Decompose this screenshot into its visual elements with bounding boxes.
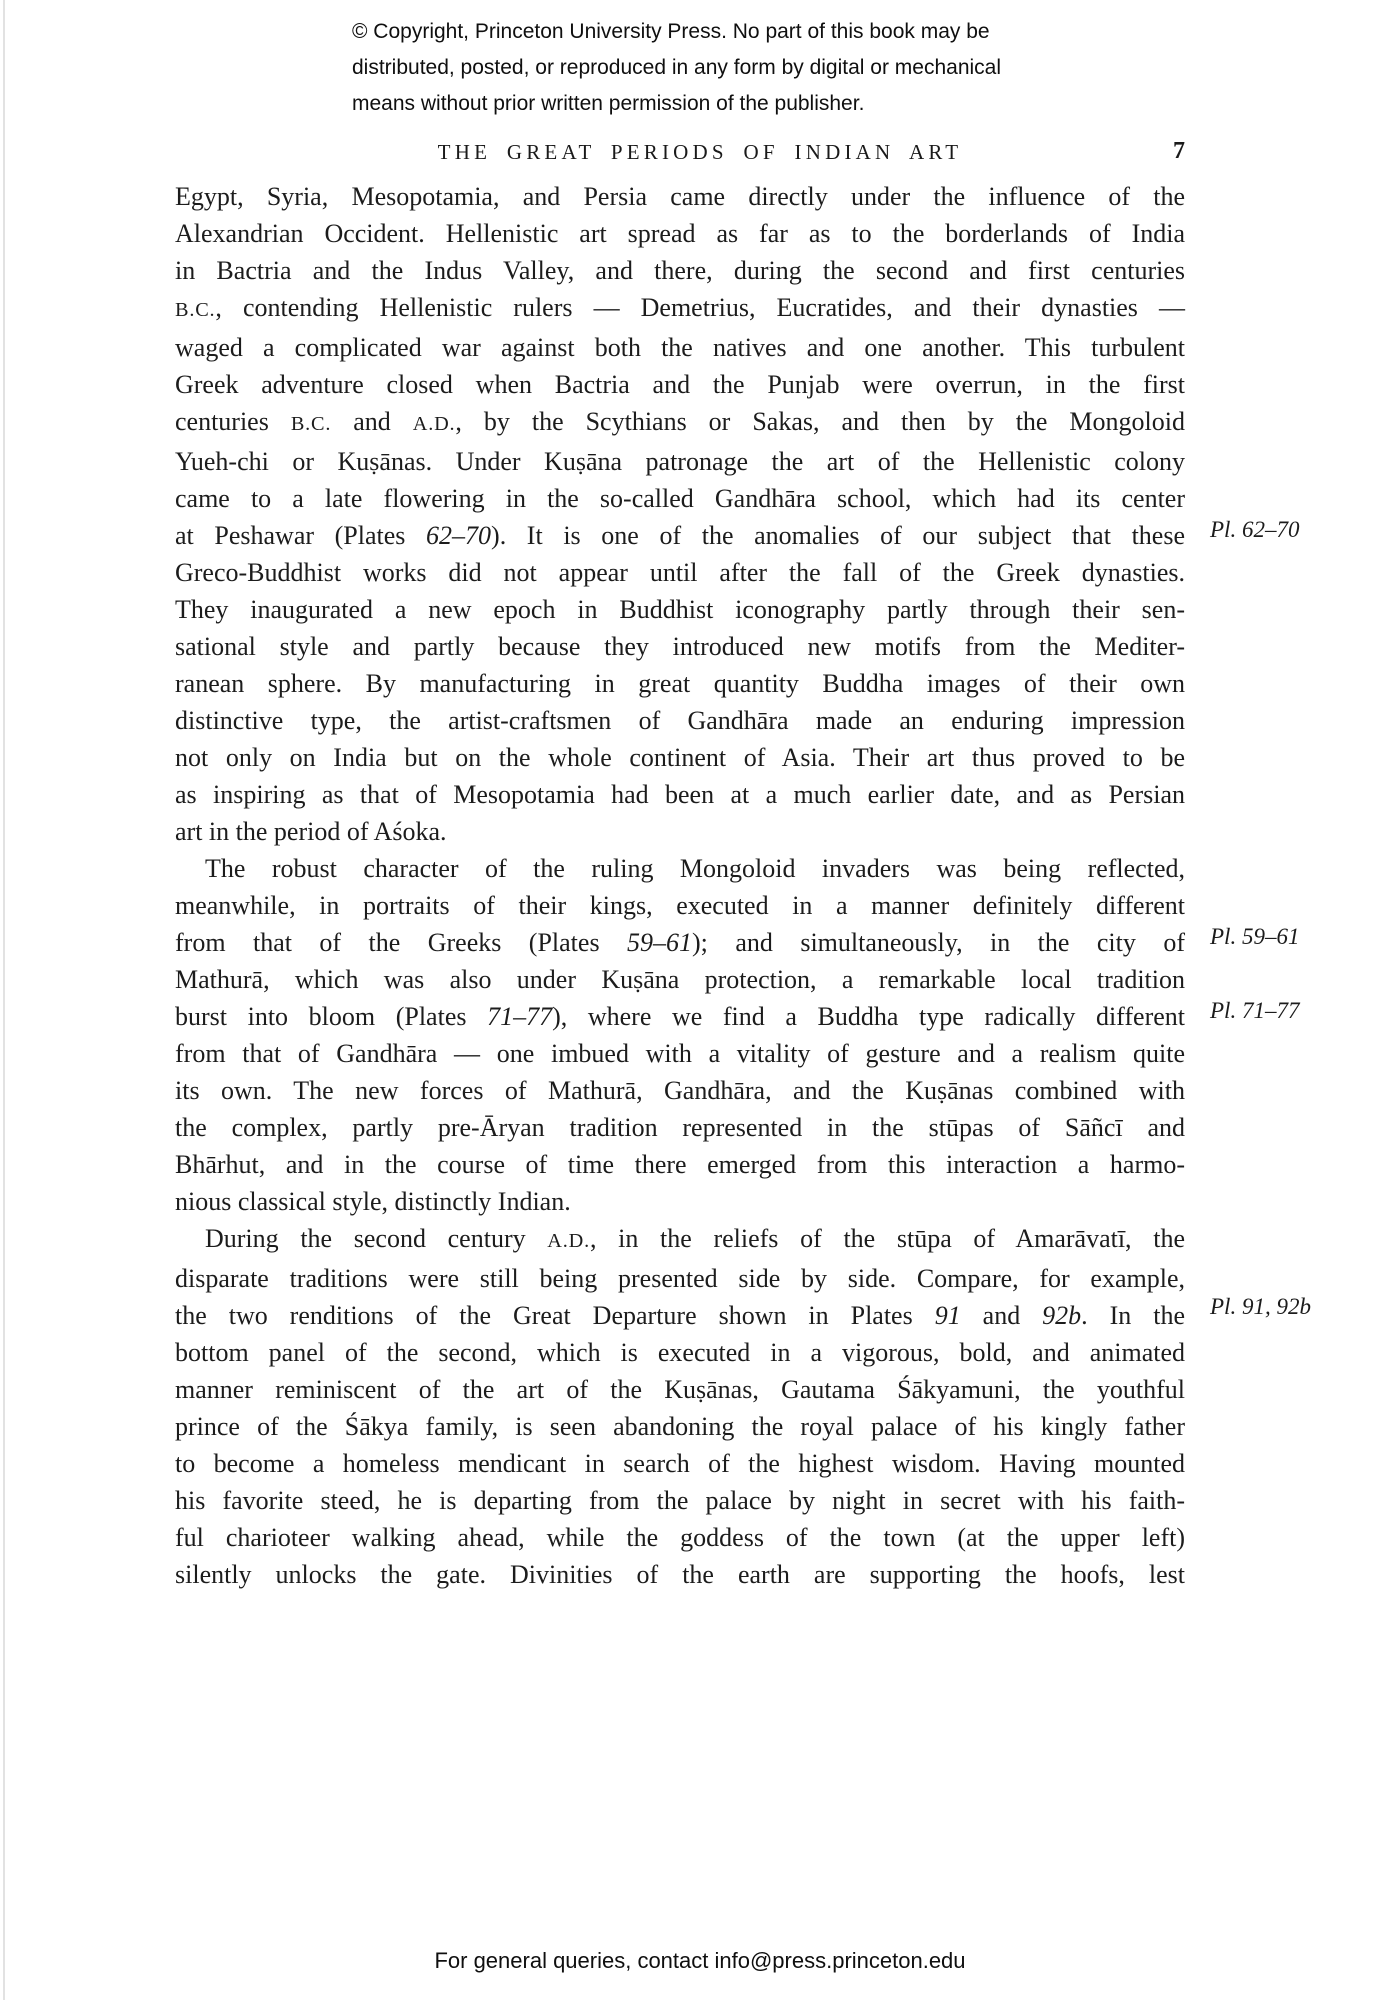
body-line	[175, 628, 1185, 665]
body-line	[175, 443, 1185, 480]
text-segment: ranean sphere. By manufacturing in great quantity Buddha images of their own	[175, 669, 1185, 698]
text-segment: distinctive type, the artist-craftsmen of Gandhāra made an enduring impression	[175, 706, 1185, 735]
body-line	[175, 403, 1185, 443]
plate-reference: 59–61	[627, 928, 693, 957]
text-segment: Egypt, Syria, Mesopotamia, and Persia came directly under the influence of the	[175, 182, 1185, 211]
text-segment: waged a complicated war against both the natives and one another. This turbulent	[175, 333, 1185, 362]
text-segment: prince of the Śākya family, is seen abandoning the royal palace of his kingly father	[175, 1412, 1185, 1441]
text-segment: A.D.	[412, 413, 456, 435]
text-segment: the complex, partly pre-Āryan tradition represented in the stūpas of Sāñcī and	[175, 1113, 1185, 1142]
text-segment: ful charioteer walking ahead, while the goddess of the town (at the upper left)	[175, 1523, 1185, 1552]
plate-margin-note: Pl. 91, 92b	[1210, 1294, 1311, 1319]
body-line	[175, 591, 1185, 628]
body-line	[175, 480, 1185, 517]
body-line	[175, 850, 1185, 887]
body-line	[175, 1183, 1185, 1220]
body-line	[175, 1408, 1185, 1445]
text-segment: bottom panel of the second, which is executed in a vigorous, bold, and animated	[175, 1338, 1185, 1367]
body-line	[175, 252, 1185, 289]
body-line	[175, 1445, 1185, 1482]
text-segment: came to a late flowering in the so-called Gandhāra school, which had its center	[175, 484, 1185, 513]
body-line	[175, 813, 1185, 850]
text-segment: They inaugurated a new epoch in Buddhist iconography partly through their sen-	[175, 595, 1185, 624]
body-line	[175, 1519, 1185, 1556]
body-line	[175, 366, 1185, 403]
text-segment: in Bactria and the Indus Valley, and there, during the second and first centuries	[175, 256, 1185, 285]
body-line	[175, 1035, 1185, 1072]
text-segment: ); and simultaneously, in the city of	[692, 928, 1185, 957]
body-line	[175, 329, 1185, 366]
text-segment: centuries	[175, 407, 291, 436]
copyright-line: distributed, posted, or reproduced in any form by digital or mechanical	[352, 56, 1002, 79]
text-segment: silently unlocks the gate. Divinities of the earth are supporting the hoofs, lest	[175, 1560, 1185, 1589]
text-segment: Yueh-chi or Kuṣānas. Under Kuṣāna patronage the art of the Hellenistic colony	[175, 447, 1185, 476]
body-line	[175, 1260, 1185, 1297]
text-segment: ). It is one of the anomalies of our subject that these	[491, 521, 1185, 550]
body-line	[175, 1297, 1185, 1334]
text-segment: A.D.	[547, 1230, 590, 1252]
text-segment: the two renditions of the Great Departure shown in Plates	[175, 1301, 935, 1330]
text-segment: to become a homeless mendicant in search of the highest wisdom. Having mounted	[175, 1449, 1185, 1478]
body-line	[175, 1334, 1185, 1371]
plate-margin-note: Pl. 62–70	[1210, 517, 1300, 542]
text-segment: and	[960, 1301, 1043, 1330]
text-segment: Alexandrian Occident. Hellenistic art spread as far as to the borderlands of India	[175, 219, 1185, 248]
body-line	[175, 1146, 1185, 1183]
body-line	[175, 998, 1185, 1035]
body-line	[175, 1482, 1185, 1519]
body-line	[175, 702, 1185, 739]
copyright-line: means without prior written permission of the publisher.	[352, 92, 865, 115]
body-line	[175, 215, 1185, 252]
plate-reference: 91	[934, 1301, 961, 1330]
text-segment: Bhārhut, and in the course of time there emerged from this interaction a harmo-	[175, 1150, 1185, 1179]
text-segment: his favorite steed, he is departing from the palace by night in secret with his faith-	[175, 1486, 1185, 1515]
plate-reference: 62–70	[426, 521, 492, 550]
text-segment: , contending Hellenistic rulers — Demetrius, Eucratides, and their dynasties —	[215, 293, 1185, 322]
body-line	[175, 517, 1185, 554]
text-segment: from that of the Greeks (Plates	[175, 928, 628, 957]
text-segment: ), where we find a Buddha type radically different	[552, 1002, 1185, 1031]
body-line	[175, 961, 1185, 998]
body-line	[175, 1556, 1185, 1593]
text-segment: art in the period of Aśoka.	[175, 817, 447, 846]
text-segment: , in the reliefs of the stūpa of Amarāvatī, the	[589, 1224, 1185, 1253]
text-segment: Greek adventure closed when Bactria and the Punjab were overrun, in the first	[175, 370, 1185, 399]
text-segment: , by the Scythians or Sakas, and then by the Mongoloid	[455, 407, 1185, 436]
plate-reference: 71–77	[487, 1002, 553, 1031]
body-line	[175, 289, 1185, 329]
body-line	[175, 1220, 1185, 1260]
running-head: THE GREAT PERIODS OF INDIAN ART	[437, 140, 963, 164]
text-segment: manner reminiscent of the art of the Kuṣānas, Gautama Śākyamuni, the youthful	[175, 1375, 1185, 1404]
body-line	[175, 887, 1185, 924]
text-segment: . In the	[1081, 1301, 1185, 1330]
text-segment: The robust character of the ruling Mongoloid invaders was being reflected,	[205, 854, 1185, 883]
body-line	[175, 1109, 1185, 1146]
body-line	[175, 1072, 1185, 1109]
text-segment: Greco-Buddhist works did not appear until after the fall of the Greek dynasties.	[175, 558, 1185, 587]
text-segment: as inspiring as that of Mesopotamia had been at a much earlier date, and as Persian	[175, 780, 1185, 809]
body-line	[175, 178, 1185, 215]
body-line	[175, 739, 1185, 776]
body-line	[175, 776, 1185, 813]
text-segment: at Peshawar (Plates	[175, 521, 427, 550]
text-segment: nious classical style, distinctly Indian.	[175, 1187, 571, 1216]
text-segment: sational style and partly because they introduced new motifs from the Mediter-	[175, 632, 1185, 661]
text-segment: not only on India but on the whole continent of Asia. Their art thus proved to be	[175, 743, 1185, 772]
body-line	[175, 1371, 1185, 1408]
footer-contact-line: For general queries, contact info@press.princeton.edu	[434, 1948, 966, 1973]
text-segment: disparate traditions were still being presented side by side. Compare, for example,	[175, 1264, 1185, 1293]
text-segment: Mathurā, which was also under Kuṣāna protection, a remarkable local tradition	[175, 965, 1185, 994]
plate-margin-note: Pl. 71–77	[1210, 998, 1300, 1023]
plate-reference: 92b	[1042, 1301, 1082, 1330]
text-segment: meanwhile, in portraits of their kings, executed in a manner definitely different	[175, 891, 1185, 920]
text-segment: burst into bloom (Plates	[175, 1002, 488, 1031]
body-line	[175, 924, 1185, 961]
copyright-line: © Copyright, Princeton University Press. No part of this book may be	[352, 20, 990, 43]
text-segment: from that of Gandhāra — one imbued with a vitality of gesture and a realism quite	[175, 1039, 1185, 1068]
plate-margin-note: Pl. 59–61	[1210, 924, 1300, 949]
copyright-notice	[352, 14, 1072, 122]
text-segment: its own. The new forces of Mathurā, Gandhāra, and the Kuṣānas combined with	[175, 1076, 1185, 1105]
text-segment: and	[331, 407, 413, 436]
page-number: 7	[1173, 138, 1185, 164]
text-segment: During the second century	[205, 1224, 548, 1253]
body-text	[175, 178, 1185, 1593]
text-segment: B.C.	[290, 413, 332, 435]
scan-edge-artifact	[3, 0, 5, 2000]
text-segment: B.C.	[175, 299, 216, 321]
body-line	[175, 665, 1185, 702]
body-line	[175, 554, 1185, 591]
